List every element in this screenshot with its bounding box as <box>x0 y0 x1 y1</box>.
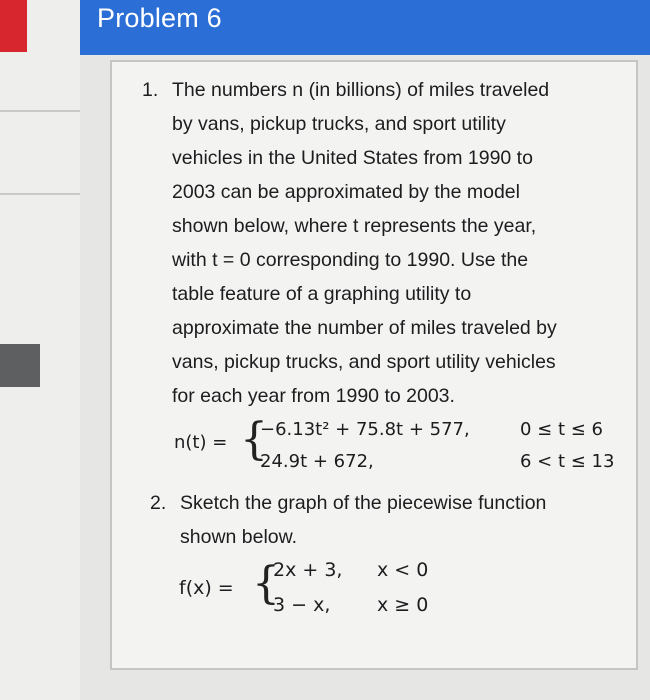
problem-1-line: with t = 0 corresponding to 1990. Use the <box>172 249 529 271</box>
problem-1-line: shown below, where t represents the year, <box>172 215 537 237</box>
divider <box>0 110 80 112</box>
case-2-expression: 24.9t + 672, <box>260 451 374 472</box>
page-title: Problem 6 <box>97 3 222 33</box>
problem-1-line: for each year from 1990 to 2003. <box>172 385 455 407</box>
case-2-condition: 6 < t ≤ 13 <box>520 451 615 472</box>
function-n-lhs: n(t) = <box>174 432 228 453</box>
case-1-condition: 0 ≤ t ≤ 6 <box>520 419 604 440</box>
red-tab <box>0 0 27 52</box>
function-f-lhs: f(x) = <box>179 577 234 599</box>
problem-1-line: 2003 can be approximated by the model <box>172 181 520 203</box>
case-1-expression: 2x + 3, <box>273 559 343 581</box>
problem-2-line: shown below. <box>180 526 298 548</box>
problem-1-number: 1. <box>142 79 159 101</box>
left-brace: { <box>252 558 280 609</box>
problem-1-line: vehicles in the United States from 1990 to <box>172 147 533 169</box>
problem-2-text <box>180 486 620 554</box>
problem-1-line: by vans, pickup trucks, and sport utility <box>172 113 506 135</box>
case-2-condition: x ≥ 0 <box>377 594 429 616</box>
problem-2-line: Sketch the graph of the piecewise function <box>180 492 547 514</box>
case-1-condition: x < 0 <box>377 559 429 581</box>
problem-1-line: The numbers n (in billions) of miles traveled <box>172 79 550 101</box>
case-1-expression: −6.13t² + 75.8t + 577, <box>260 419 470 440</box>
divider <box>0 193 80 195</box>
gray-tab <box>0 344 40 387</box>
problem-1-text <box>172 73 632 413</box>
problem-header <box>80 0 650 55</box>
left-brace: { <box>240 414 268 465</box>
problem-1-line: vans, pickup trucks, and sport utility vehicles <box>172 351 556 373</box>
problem-1-line: approximate the number of miles traveled by <box>172 317 557 339</box>
case-2-expression: 3 − x, <box>273 594 331 616</box>
problem-1-line: table feature of a graphing utility to <box>172 283 472 305</box>
problem-2-number: 2. <box>150 492 167 514</box>
background-left-strip <box>0 0 80 700</box>
